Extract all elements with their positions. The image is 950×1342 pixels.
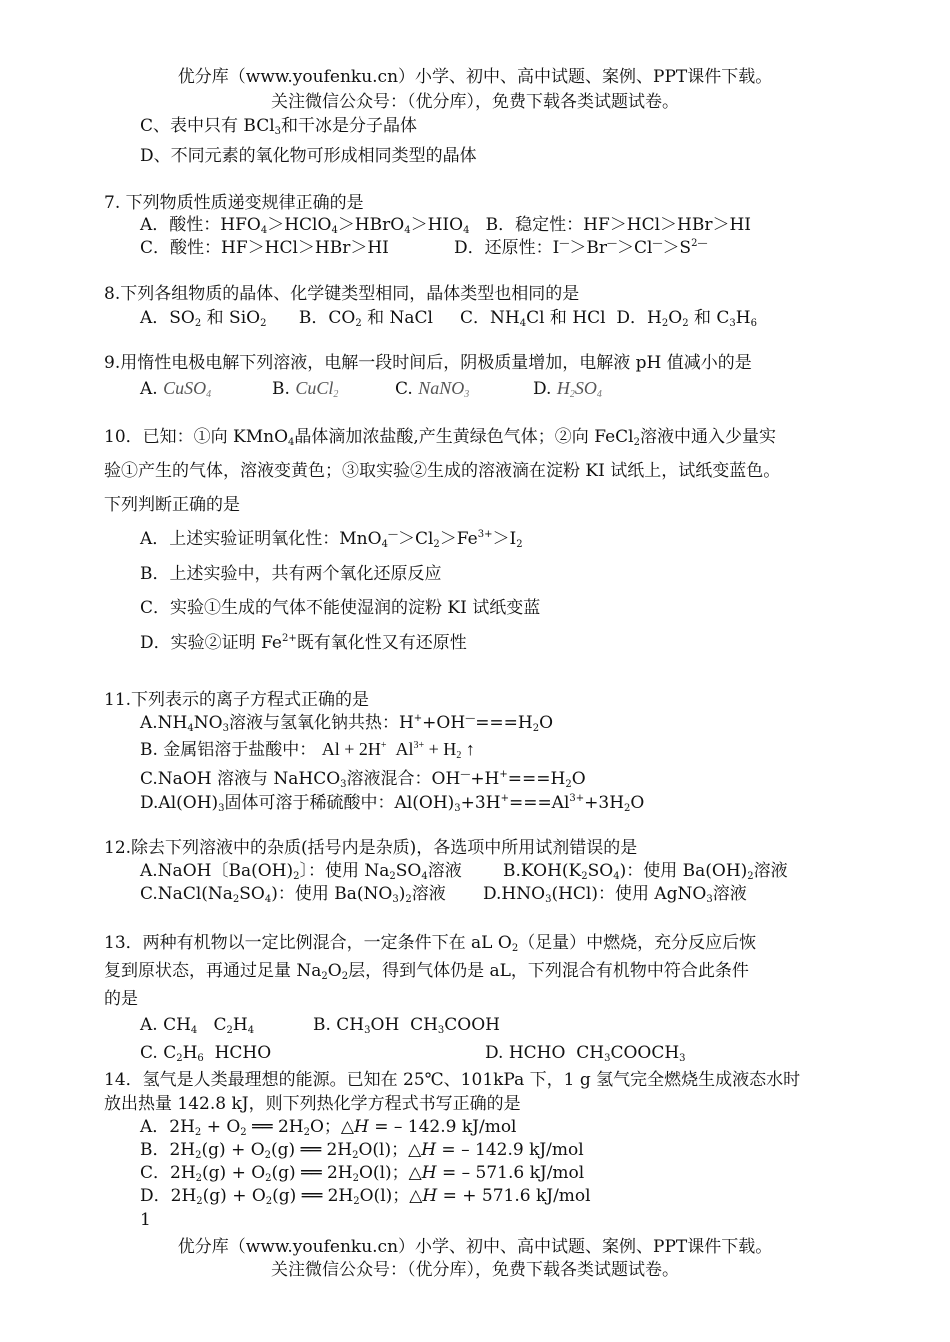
q9-option-d: D. $H_2SO_4$ — [533, 378, 602, 400]
q8-options: A．$SO_2$ 和 SiO$_2$ B．$CO_2$ 和 NaCl C．$NH_4Cl$ 和 HCl D．$H_2O_2$ 和 $C_3H_6$ — [140, 308, 757, 329]
q10-option-d: D．实验②证明 $Fe^{2+}$既有氧化性又有还原性 — [140, 633, 467, 653]
page-number: 1 — [140, 1210, 151, 1230]
q14-option-d: D．$2H_2(g) + O_2(g)$ ══ $2H_2O(l)$；△H = + 571.6 kJ/mol — [140, 1186, 591, 1207]
q6-option-c: C、表中只有 BCl$_3$和干冰是分子晶体 — [140, 116, 418, 137]
q10-option-c: C．实验①生成的气体不能使湿润的淀粉 KI 试纸变蓝 — [140, 598, 541, 618]
q13-option-b: B. $CH_3OH$ $CH_3COOH$ — [313, 1015, 501, 1036]
q11-option-c: C.NaOH 溶液与 NaHCO$_3$溶液混合：$OH^—+H^+===H_2O$ — [140, 769, 586, 790]
q14-stem-line-1: 14．氢气是人类最理想的能源。已知在 25℃、101kPa 下，1 g 氢气完全燃烧生成液态水时 — [104, 1070, 801, 1090]
header-line-1: 优分库（www.youfenku.cn）小学、初中、高中试题、案例、PPT课件下载。 — [177, 67, 773, 87]
q14-option-a: A．$2H_2 + O_2$ ══ $2H_2O$；△H = – 142.9 kJ/mol — [140, 1117, 517, 1138]
q13-option-c: C. $C_2H_6$ HCHO — [140, 1043, 272, 1064]
q10-stem-line-2: 验①产生的气体，溶液变黄色；③取实验②生成的溶液滴在淀粉 KI 试纸上，试纸变蓝色。 — [104, 461, 781, 481]
q13-stem-line-2: 复到原状态，再通过足量 $Na_2O_2$层，得到气体仍是 aL，下列混合有机物中符合此条件 — [104, 961, 749, 982]
q13-stem-line-1: 13．两种有机物以一定比例混合，一定条件下在 aL $O_2$（足量）中燃烧，充分反应后恢 — [104, 933, 757, 954]
q12-option-d: $D.HNO_3(HCl)$：使用 AgNO$_3$溶液 — [483, 884, 747, 905]
q9-option-c: C. NaNO$_3$ — [395, 378, 470, 400]
q7-option-d: D．还原性：$I^—>Br^—>Cl^—>S^{2—}$ — [454, 238, 708, 258]
q10-option-b: B．上述实验中，共有两个氧化还原反应 — [140, 564, 442, 584]
footer-line-1: 优分库（www.youfenku.cn）小学、初中、高中试题、案例、PPT课件下载。 — [177, 1237, 773, 1257]
q7-options-ab: A．酸性：$HFO_4>HClO_4>HBrO_4>HIO_4$ B．稳定性：HF＞HCl＞HBr＞HI — [140, 215, 752, 236]
q11-stem: 11.下列表示的离子方程式正确的是 — [104, 690, 370, 710]
q12-option-c: $C.NaCl(Na_2SO_4)$：使用 $Ba(NO_3)_2$溶液 — [140, 884, 446, 905]
q9-stem: 9.用惰性电极电解下列溶液，电解一段时间后，阴极质量增加，电解液 pH 值减小的是 — [104, 353, 752, 373]
q14-stem-line-2: 放出热量 142.8 kJ，则下列热化学方程式书写正确的是 — [104, 1094, 521, 1114]
q10-option-a: A．上述实验证明氧化性：$MnO_4^—>Cl_2>Fe^{3+}>I_2$ — [140, 529, 523, 550]
q10-stem-line-1: 10．已知：①向 KMnO$_4$晶体滴加浓盐酸,产生黄绿色气体；②向 FeCl$_2$溶液中通入少量实 — [104, 427, 776, 448]
q9-option-a: A. CuSO$_4$ — [140, 378, 212, 400]
q12-option-b: $B.KOH(K_2SO_4)$：使用 $Ba(OH)_2$溶液 — [503, 861, 788, 882]
q11-option-b: B. 金属铝溶于盐酸中： Al + 2H+ $Al^{3+} + H_2$ ↑ — [140, 739, 475, 761]
q10-stem-line-3: 下列判断正确的是 — [104, 495, 240, 515]
footer-line-2: 关注微信公众号：（优分库），免费下载各类试题试卷。 — [271, 1260, 679, 1280]
header-line-2: 关注微信公众号：（优分库），免费下载各类试题试卷。 — [271, 92, 679, 112]
q14-option-c: C．$2H_2(g) + O_2(g)$ ══ $2H_2O(l)$；△H = – 571.6 kJ/mol — [140, 1163, 585, 1184]
q12-stem: 12.除去下列溶液中的杂质(括号内是杂质)，各选项中所用试剂错误的是 — [104, 838, 638, 858]
q13-stem-line-3: 的是 — [104, 989, 138, 1009]
q9-option-b: B. CuCl$_2$ — [272, 378, 339, 400]
q13-option-a: A. $CH_4$ $C_2H_4$ — [140, 1015, 255, 1036]
q12-option-a: A.NaOH〔$Ba(OH)_2$〕：使用 $Na_2SO_4$溶液 — [140, 861, 462, 882]
q6-option-d: D、不同元素的氧化物可形成相同类型的晶体 — [140, 146, 477, 166]
q7-option-c: C．酸性：HF＞HCl＞HBr＞HI — [140, 238, 389, 258]
q13-option-d: D. HCHO $CH_3COOCH_3$ — [485, 1043, 686, 1064]
q8-stem: 8.下列各组物质的晶体、化学键类型相同，晶体类型也相同的是 — [104, 284, 580, 304]
q11-option-a: $A.NH_4NO_3$溶液与氢氧化钠共热：$H^++OH^—===H_2O$ — [140, 713, 554, 734]
q7-stem: 7. 下列物质性质递变规律正确的是 — [104, 193, 364, 213]
q11-option-d: $D.Al(OH)_3$固体可溶于稀硫酸中：$Al(OH)_3+3H^+===Al^{3+}+3H_2O$ — [140, 793, 645, 814]
q14-option-b: B．$2H_2(g) + O_2(g)$ ══ $2H_2O(l)$；△H = – 142.9 kJ/mol — [140, 1140, 584, 1161]
